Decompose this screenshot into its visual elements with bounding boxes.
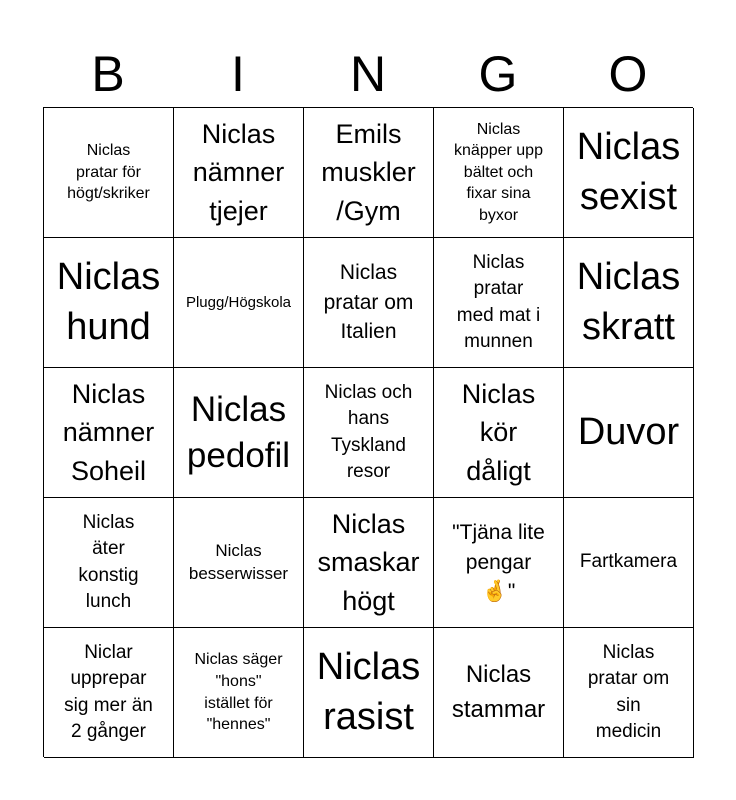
cell-text: Niclas och hans Tyskland resor <box>324 382 413 482</box>
bingo-cell[interactable] <box>434 498 564 628</box>
bingo-cell[interactable] <box>44 498 174 628</box>
bingo-cell[interactable] <box>174 628 304 758</box>
cell-text: Niclas knäpper upp bältet och fixar sina byxor <box>454 120 543 224</box>
cell-text: Niclar upprepar sig mer än 2 gånger <box>64 642 153 742</box>
header-letter-i: I <box>231 46 245 102</box>
header-letter-n: N <box>349 46 387 102</box>
bingo-cell[interactable] <box>174 108 304 238</box>
cell-text: Plugg/Högskola <box>185 294 292 311</box>
cell-text: Niclas pratar om Italien <box>323 260 414 344</box>
cell-text: Duvor <box>577 410 680 453</box>
cell-text: Niclas säger "hons" istället för "hennes" <box>194 651 283 734</box>
bingo-cell[interactable] <box>434 628 564 758</box>
header-letter-b: B <box>91 46 125 102</box>
bingo-cell[interactable] <box>174 368 304 498</box>
cell-text: Niclas pratar för högt/skriker <box>67 142 150 203</box>
bingo-cell[interactable] <box>304 108 434 238</box>
cell-text: Niclas hund <box>56 256 161 348</box>
header-letter-g: G <box>478 46 518 102</box>
cell-text: Niclas pedofil <box>186 390 291 475</box>
bingo-grid <box>43 107 693 757</box>
header-letter-o: O <box>608 46 648 102</box>
cell-text: Niclas pratar med mat i munnen <box>456 252 541 352</box>
cell-text: Niclas nämner tjejer <box>192 119 285 226</box>
bingo-cell[interactable] <box>564 628 694 758</box>
bingo-cell[interactable] <box>434 238 564 368</box>
bingo-header <box>43 40 693 108</box>
cell-text: Niclas sexist <box>576 126 681 218</box>
cell-text: Fartkamera <box>579 551 678 573</box>
bingo-cell[interactable] <box>564 368 694 498</box>
cell-text: Niclas smaskar högt <box>317 509 420 616</box>
bingo-cell[interactable] <box>44 368 174 498</box>
bingo-cell[interactable] <box>44 238 174 368</box>
bingo-cell[interactable] <box>564 498 694 628</box>
bingo-cell[interactable] <box>304 498 434 628</box>
bingo-cell[interactable] <box>434 368 564 498</box>
cell-text: Niclas rasist <box>316 646 421 738</box>
cell-text: Niclas kör dåligt <box>461 379 536 486</box>
bingo-cell[interactable] <box>44 108 174 238</box>
bingo-cell[interactable] <box>304 628 434 758</box>
bingo-cell[interactable] <box>304 238 434 368</box>
cell-text: Emils muskler /Gym <box>321 119 416 226</box>
cell-text: Niclas besserwisser <box>188 540 289 583</box>
bingo-cell[interactable] <box>174 238 304 368</box>
cell-text: Niclas nämner Soheil <box>62 379 155 486</box>
cell-text: Niclas äter konstig lunch <box>78 512 139 612</box>
cell-text: Niclas pratar om sin medicin <box>587 642 670 742</box>
cell-text: Niclas skratt <box>576 256 681 348</box>
bingo-cell[interactable] <box>304 368 434 498</box>
bingo-cell[interactable] <box>564 108 694 238</box>
cell-text: Niclas stammar <box>451 661 546 723</box>
bingo-cell[interactable] <box>174 498 304 628</box>
bingo-cell[interactable] <box>44 628 174 758</box>
cell-text: "Tjäna lite pengar 🤞" <box>452 520 545 604</box>
bingo-cell[interactable] <box>564 238 694 368</box>
bingo-cell[interactable] <box>434 108 564 238</box>
